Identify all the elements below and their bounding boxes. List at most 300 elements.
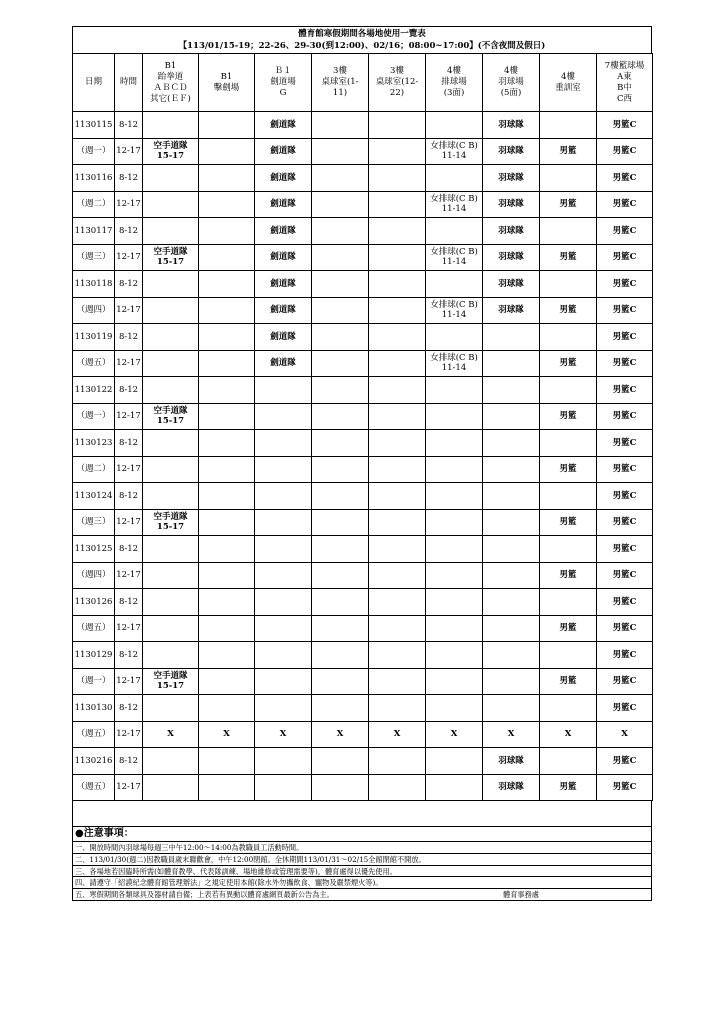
schedule-cell [540, 695, 597, 722]
schedule-cell [143, 483, 199, 510]
column-header-line: 羽球場 [498, 77, 524, 87]
schedule-cell: 女排球(C B) 11-14 [426, 297, 483, 324]
schedule-cell [255, 509, 312, 536]
table-row [73, 218, 653, 245]
schedule-cell [199, 562, 255, 589]
column-header-line: 跆拳道 [157, 71, 184, 82]
schedule-cell [143, 430, 199, 457]
column-header [73, 54, 115, 112]
time-cell: 12-17 [115, 562, 143, 589]
schedule-cell: 男籃C [597, 483, 653, 510]
column-header-line: (3面) [443, 88, 465, 98]
date-cell: （週五） [73, 721, 115, 748]
column-header-line: A東 [617, 71, 632, 82]
table-row [73, 748, 653, 775]
schedule-cell [255, 615, 312, 642]
schedule-cell [483, 668, 540, 695]
schedule-cell: 劍道隊 [255, 244, 312, 271]
time-cell: 12-17 [115, 403, 143, 430]
schedule-cell: 羽球隊 [483, 774, 540, 801]
schedule-cell: 男籃C [597, 297, 653, 324]
schedule-cell [483, 536, 540, 563]
schedule-cell [369, 112, 426, 139]
schedule-cell [312, 112, 369, 139]
schedule-cell [199, 456, 255, 483]
schedule-cell [369, 350, 426, 377]
schedule-cell: 男籃C [597, 642, 653, 669]
note-item [73, 853, 651, 865]
schedule-cell [143, 350, 199, 377]
schedule-cell [540, 271, 597, 298]
schedule-cell [143, 112, 199, 139]
schedule-cell: X [369, 721, 426, 748]
date-cell: （週三） [73, 244, 115, 271]
schedule-cell [483, 483, 540, 510]
schedule-cell [312, 748, 369, 775]
schedule-cell [369, 324, 426, 351]
schedule-cell: 男籃C [597, 456, 653, 483]
table-row [73, 297, 653, 324]
schedule-cell: 空手道隊 15-17 [143, 403, 199, 430]
column-header [312, 54, 369, 112]
time-cell: 12-17 [115, 456, 143, 483]
schedule-cell [143, 695, 199, 722]
schedule-cell [143, 642, 199, 669]
notes-list [73, 841, 651, 900]
schedule-cell [199, 509, 255, 536]
schedule-cell [483, 456, 540, 483]
column-header-line: 4樓 [504, 66, 518, 76]
schedule-cell: 男籃C [597, 165, 653, 192]
schedule-cell [369, 536, 426, 563]
schedule-cell [540, 324, 597, 351]
schedule-cell [369, 562, 426, 589]
column-header-line: 桌球室(1- [321, 77, 359, 87]
schedule-cell [426, 615, 483, 642]
schedule-cell: 男籃 [540, 668, 597, 695]
date-cell: 1130130 [73, 695, 115, 722]
column-header-line: 時間 [119, 77, 137, 87]
schedule-cell [143, 191, 199, 218]
date-cell: 1130115 [73, 112, 115, 139]
schedule-cell [312, 589, 369, 616]
schedule-cell [199, 668, 255, 695]
schedule-cell [312, 642, 369, 669]
column-header-line: B1 [220, 71, 233, 82]
schedule-cell: 男籃C [597, 695, 653, 722]
schedule-cell: X [143, 721, 199, 748]
schedule-cell [255, 642, 312, 669]
column-header-line: 擊劍場 [213, 82, 240, 93]
note-item [73, 841, 651, 853]
table-row [73, 324, 653, 351]
schedule-cell [143, 377, 199, 404]
column-header [369, 54, 426, 112]
date-cell: 1130117 [73, 218, 115, 245]
schedule-cell: 羽球隊 [483, 297, 540, 324]
note-item [73, 865, 651, 877]
table-row [73, 589, 653, 616]
time-cell: 8-12 [115, 324, 143, 351]
schedule-cell: 男籃C [597, 430, 653, 457]
schedule-cell [143, 456, 199, 483]
table-row [73, 271, 653, 298]
schedule-cell [483, 509, 540, 536]
schedule-cell [199, 244, 255, 271]
schedule-cell: 男籃C [597, 271, 653, 298]
time-cell: 12-17 [115, 774, 143, 801]
schedule-cell [199, 191, 255, 218]
table-row [73, 244, 653, 271]
table-row [73, 562, 653, 589]
schedule-cell: 女排球(C B) 11-14 [426, 244, 483, 271]
schedule-cell: 男籃 [540, 562, 597, 589]
schedule-cell [143, 774, 199, 801]
schedule-cell [312, 377, 369, 404]
date-cell: （週四） [73, 562, 115, 589]
schedule-cell: 男籃 [540, 774, 597, 801]
schedule-cell [483, 695, 540, 722]
schedule-cell [199, 430, 255, 457]
time-cell: 12-17 [115, 138, 143, 165]
schedule-cell [369, 403, 426, 430]
schedule-table [72, 53, 653, 801]
schedule-cell [426, 218, 483, 245]
schedule-cell: 羽球隊 [483, 191, 540, 218]
date-cell: 1130116 [73, 165, 115, 192]
schedule-cell: 劍道隊 [255, 165, 312, 192]
note-text: 一、開放時間內羽球場每週三中午12:00～14:00為教職員工活動時間。 [75, 843, 304, 852]
schedule-cell: 男籃C [597, 218, 653, 245]
schedule-sheet [72, 26, 652, 901]
schedule-cell: 劍道隊 [255, 112, 312, 139]
schedule-cell [255, 536, 312, 563]
schedule-cell: 空手道隊 15-17 [143, 509, 199, 536]
schedule-cell: 羽球隊 [483, 112, 540, 139]
schedule-cell: X [597, 721, 653, 748]
schedule-cell [426, 430, 483, 457]
time-cell: 8-12 [115, 112, 143, 139]
schedule-cell [255, 403, 312, 430]
schedule-cell [312, 165, 369, 192]
schedule-cell [369, 165, 426, 192]
schedule-cell: 男籃 [540, 456, 597, 483]
table-row [73, 774, 653, 801]
note-text: 三、各場地若因臨時所需(如體育教學、代表隊訓練、場地維修或管理需要等)，體育處得以優先使用。 [75, 866, 397, 876]
schedule-cell [426, 668, 483, 695]
date-cell: 1130126 [73, 589, 115, 616]
column-header-line: ＡＢＣＤ [153, 82, 188, 93]
schedule-cell [369, 244, 426, 271]
schedule-cell: X [540, 721, 597, 748]
column-header-line: C西 [616, 93, 632, 104]
schedule-cell [312, 562, 369, 589]
time-cell: 8-12 [115, 589, 143, 616]
schedule-cell [312, 668, 369, 695]
schedule-cell [426, 456, 483, 483]
date-cell: （週二） [73, 456, 115, 483]
schedule-cell: 羽球隊 [483, 165, 540, 192]
column-header-line: 桌球室(12- [375, 77, 419, 87]
schedule-cell: 羽球隊 [483, 244, 540, 271]
column-header-line: G [279, 88, 287, 98]
schedule-cell [255, 562, 312, 589]
schedule-cell [426, 271, 483, 298]
table-row [73, 350, 653, 377]
schedule-cell: 男籃C [597, 244, 653, 271]
schedule-cell [540, 483, 597, 510]
schedule-cell: 男籃C [597, 377, 653, 404]
schedule-cell [369, 774, 426, 801]
schedule-cell [312, 297, 369, 324]
schedule-cell [369, 191, 426, 218]
table-row [73, 721, 653, 748]
column-header [597, 54, 653, 112]
schedule-cell: 男籃C [597, 748, 653, 775]
table-row [73, 509, 653, 536]
schedule-cell: 男籃 [540, 403, 597, 430]
schedule-cell [426, 774, 483, 801]
schedule-cell [312, 509, 369, 536]
schedule-cell: 女排球(C B) 11-14 [426, 138, 483, 165]
schedule-cell [369, 589, 426, 616]
schedule-cell [143, 615, 199, 642]
time-cell: 8-12 [115, 483, 143, 510]
time-cell: 12-17 [115, 350, 143, 377]
time-cell: 12-17 [115, 244, 143, 271]
schedule-cell [199, 138, 255, 165]
schedule-cell [199, 748, 255, 775]
schedule-cell [255, 589, 312, 616]
table-row [73, 456, 653, 483]
schedule-cell [369, 483, 426, 510]
header-row [73, 54, 653, 112]
date-cell: （週三） [73, 509, 115, 536]
schedule-cell [143, 562, 199, 589]
notes-heading: ●注意事項： [73, 826, 651, 841]
schedule-cell [312, 536, 369, 563]
schedule-cell [312, 430, 369, 457]
schedule-cell [369, 271, 426, 298]
date-cell: （週一） [73, 668, 115, 695]
schedule-cell: 男籃 [540, 297, 597, 324]
schedule-cell [369, 509, 426, 536]
date-cell: 1130118 [73, 271, 115, 298]
page-title: 體育館寒假期間各場地使用一覽表 [298, 29, 426, 39]
schedule-cell [369, 430, 426, 457]
schedule-cell [312, 456, 369, 483]
schedule-cell [369, 695, 426, 722]
schedule-cell [426, 509, 483, 536]
time-cell: 12-17 [115, 668, 143, 695]
schedule-cell [540, 377, 597, 404]
schedule-cell [255, 668, 312, 695]
schedule-cell [143, 589, 199, 616]
sheet-header [72, 26, 652, 53]
date-cell: 1130124 [73, 483, 115, 510]
note-text: 四、請遵守「紹謨紀念體育館管理辦法」之規定使用本館(除水外勿攜飲食、寵物及嚴禁煙火等)。 [75, 878, 383, 888]
date-cell: 1130123 [73, 430, 115, 457]
schedule-cell: 劍道隊 [255, 297, 312, 324]
column-header-line: 3樓 [390, 66, 404, 76]
schedule-cell [483, 562, 540, 589]
schedule-cell [540, 536, 597, 563]
schedule-cell [143, 536, 199, 563]
schedule-cell [369, 748, 426, 775]
schedule-cell [426, 112, 483, 139]
schedule-cell [426, 748, 483, 775]
schedule-cell [540, 589, 597, 616]
schedule-cell [312, 138, 369, 165]
schedule-cell [199, 297, 255, 324]
schedule-cell: 空手道隊 15-17 [143, 138, 199, 165]
schedule-cell [426, 642, 483, 669]
column-header [199, 54, 255, 112]
column-header [143, 54, 199, 112]
schedule-cell: 男籃 [540, 244, 597, 271]
date-cell: 1130125 [73, 536, 115, 563]
schedule-cell [199, 774, 255, 801]
schedule-cell [199, 112, 255, 139]
column-header-line: 排球場 [441, 77, 467, 87]
time-cell: 12-17 [115, 191, 143, 218]
schedule-cell: 女排球(C B) 11-14 [426, 191, 483, 218]
schedule-cell: 羽球隊 [483, 748, 540, 775]
schedule-cell [369, 377, 426, 404]
schedule-cell: 劍道隊 [255, 138, 312, 165]
schedule-cell: 劍道隊 [255, 350, 312, 377]
time-cell: 8-12 [115, 748, 143, 775]
schedule-cell [426, 695, 483, 722]
notes-section [72, 821, 652, 901]
schedule-cell: X [199, 721, 255, 748]
time-cell: 8-12 [115, 377, 143, 404]
date-cell: （週五） [73, 774, 115, 801]
schedule-cell [540, 430, 597, 457]
table-row [73, 536, 653, 563]
schedule-cell [483, 430, 540, 457]
table-row [73, 403, 653, 430]
date-cell: 1130122 [73, 377, 115, 404]
schedule-cell [255, 430, 312, 457]
schedule-cell: X [483, 721, 540, 748]
column-header-line: 3樓 [333, 66, 347, 76]
schedule-cell [199, 615, 255, 642]
schedule-cell [143, 297, 199, 324]
schedule-cell [426, 483, 483, 510]
schedule-cell: 空手道隊 15-17 [143, 244, 199, 271]
schedule-cell: 男籃 [540, 350, 597, 377]
note-item [73, 876, 651, 888]
schedule-cell [143, 165, 199, 192]
schedule-cell [483, 377, 540, 404]
schedule-cell [199, 695, 255, 722]
column-header-line: B中 [617, 82, 632, 93]
schedule-cell [255, 774, 312, 801]
schedule-cell: 男籃C [597, 112, 653, 139]
schedule-cell: 劍道隊 [255, 218, 312, 245]
note-text: 五、寒假期間各類球具及器材請自備；上表若有異動以體育處網頁最新公告為主。 [75, 890, 334, 900]
schedule-cell [255, 377, 312, 404]
time-cell: 8-12 [115, 271, 143, 298]
schedule-cell: 空手道隊 15-17 [143, 668, 199, 695]
table-row [73, 483, 653, 510]
time-cell: 12-17 [115, 615, 143, 642]
schedule-cell: X [255, 721, 312, 748]
schedule-cell [540, 112, 597, 139]
schedule-cell [540, 218, 597, 245]
table-row [73, 695, 653, 722]
schedule-cell [483, 403, 540, 430]
column-header [540, 54, 597, 112]
schedule-cell [426, 377, 483, 404]
schedule-cell [483, 642, 540, 669]
schedule-cell [199, 483, 255, 510]
date-cell: 1130129 [73, 642, 115, 669]
time-cell: 8-12 [115, 695, 143, 722]
schedule-cell: 男籃C [597, 324, 653, 351]
schedule-cell [312, 615, 369, 642]
schedule-cell: 男籃C [597, 191, 653, 218]
table-row [73, 377, 653, 404]
note-item [73, 888, 651, 900]
column-header-line: 4樓 [447, 66, 461, 76]
time-cell: 12-17 [115, 509, 143, 536]
date-cell: （週四） [73, 297, 115, 324]
schedule-cell [199, 536, 255, 563]
schedule-cell: 男籃C [597, 668, 653, 695]
schedule-cell [143, 324, 199, 351]
time-cell: 8-12 [115, 536, 143, 563]
date-cell: （週二） [73, 191, 115, 218]
schedule-cell [312, 324, 369, 351]
schedule-cell [199, 218, 255, 245]
schedule-cell [312, 403, 369, 430]
schedule-cell [426, 324, 483, 351]
date-cell: 1130119 [73, 324, 115, 351]
table-row [73, 191, 653, 218]
schedule-cell [540, 165, 597, 192]
schedule-cell [143, 748, 199, 775]
table-row [73, 615, 653, 642]
schedule-cell: 羽球隊 [483, 271, 540, 298]
schedule-cell: X [312, 721, 369, 748]
column-header-line: 4樓 [561, 71, 575, 82]
schedule-cell: 劍道隊 [255, 271, 312, 298]
column-header-line: 日期 [84, 77, 102, 87]
schedule-cell [255, 748, 312, 775]
schedule-cell [369, 138, 426, 165]
schedule-cell [426, 536, 483, 563]
time-cell: 8-12 [115, 165, 143, 192]
schedule-cell [369, 218, 426, 245]
schedule-cell: 劍道隊 [255, 324, 312, 351]
column-header-line: 其它(ＥＦ) [150, 93, 191, 104]
page-subtitle: 【113/01/15-19；22-26、29-30(到12:00)、02/16；08:00~17:00】(不含夜間及假日) [178, 41, 546, 51]
column-header-line: 22) [389, 88, 405, 98]
column-header-line: 7樓籃球場 [604, 60, 645, 71]
table-row [73, 430, 653, 457]
schedule-cell [312, 218, 369, 245]
schedule-cell: 男籃 [540, 509, 597, 536]
schedule-cell [369, 297, 426, 324]
schedule-cell: 男籃C [597, 562, 653, 589]
schedule-cell [312, 483, 369, 510]
column-header-line: B1 [164, 60, 177, 71]
schedule-cell: 男籃C [597, 138, 653, 165]
schedule-cell: 男籃 [540, 615, 597, 642]
date-cell: （週一） [73, 138, 115, 165]
